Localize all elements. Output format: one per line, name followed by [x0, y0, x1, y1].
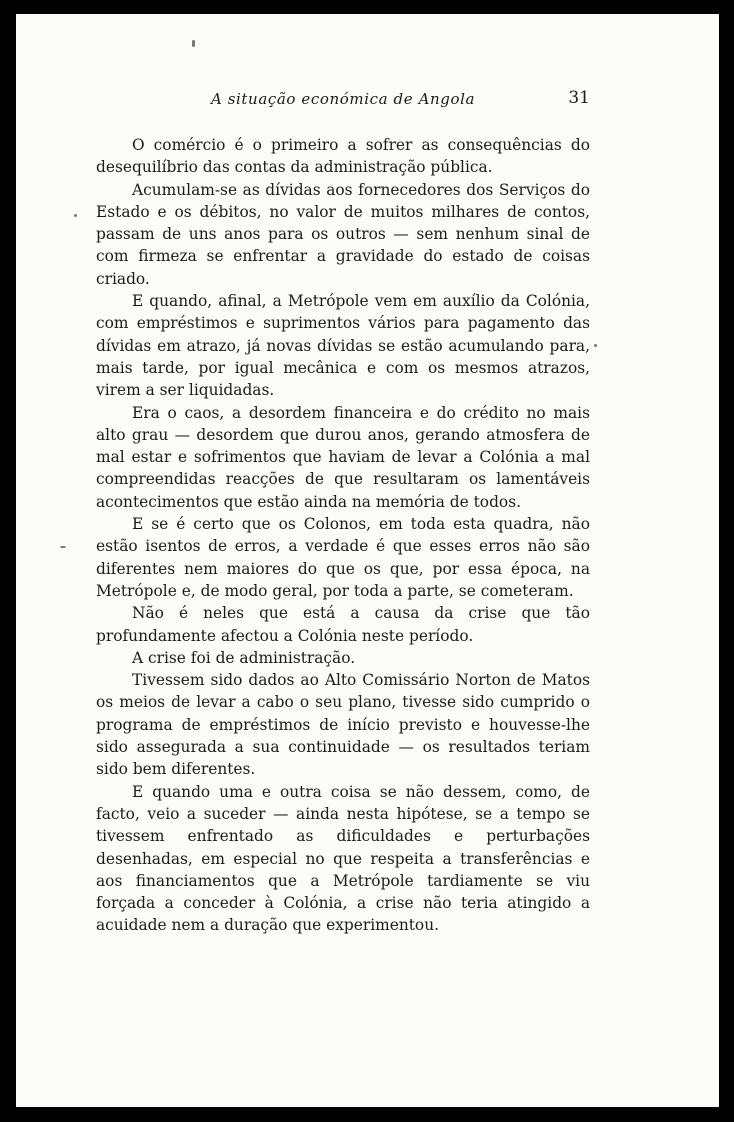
scan-speck [60, 546, 66, 548]
paragraph: O comércio é o primeiro a sofrer as consequências do desequilíbrio das contas da administração pública. [96, 136, 590, 177]
paragraph: E quando uma e outra coisa se não dessem, como, de facto, veio a suceder — ainda nesta hipótese, se a tempo se tivessem enfrentado as dificuldades e perturbações desenhadas, em especial no que respeita a transferências e aos financiamentos que a Metrópole tardiamente se viu forçada a conceder à Colónia, a crise não teria atingido a acuidade nem a duração que experimentou. [96, 782, 590, 935]
paragraph: Não é neles que está a causa da crise que tão profundamente afectou a Colónia neste período. [96, 604, 590, 645]
paragraph: Era o caos, a desordem financeira e do crédito no mais alto grau — desordem que durou anos, gerando atmosfera de mal estar e sofrimentos que haviam de levar a Colónia a mal compreendidas reacções de que resultaram os lamentáveis acontecimentos que estão ainda na memória de todos. [96, 403, 590, 511]
body-text [96, 134, 590, 937]
scan-speck [74, 214, 77, 217]
page-header [96, 88, 590, 110]
scan-speck [192, 40, 195, 47]
paragraph: Acumulam-se as dívidas aos fornecedores dos Serviços do Estado e os débitos, no valor de muitos milhares de contos, passam de uns anos para os outros — sem nenhum sinal de com firmeza se enfrentar a gravidade do estado de coisas criado. [96, 180, 590, 288]
scan-speck [594, 344, 597, 347]
paragraph: A crise foi de administração. [132, 648, 356, 667]
book-page [16, 14, 719, 1107]
paragraph: E quando, afinal, a Metrópole vem em auxílio da Colónia, com empréstimos e suprimentos vários para pagamento das dívidas em atrazo, já novas dívidas se estão acumulando para, mais tarde, por igual mecânica e com os mesmos atrazos, virem a ser liquidadas. [96, 292, 590, 400]
paragraph: E se é certo que os Colonos, em toda esta quadra, não estão isentos de erros, a verdade é que esses erros não são diferentes nem maiores do que os que, por essa época, na Metrópole e, de modo geral, por toda a parte, se cometeram. [96, 515, 590, 600]
page-number: 31 [568, 88, 590, 108]
paragraph: Tivessem sido dados ao Alto Comissário Norton de Matos os meios de levar a cabo o seu plano, tivesse sido cumprido o programa de empréstimos de início previsto e houvesse-lhe sido assegurada a sua continuidade — os resultados teriam sido bem diferentes. [96, 671, 590, 779]
running-title: A situação económica de Angola [210, 90, 476, 108]
